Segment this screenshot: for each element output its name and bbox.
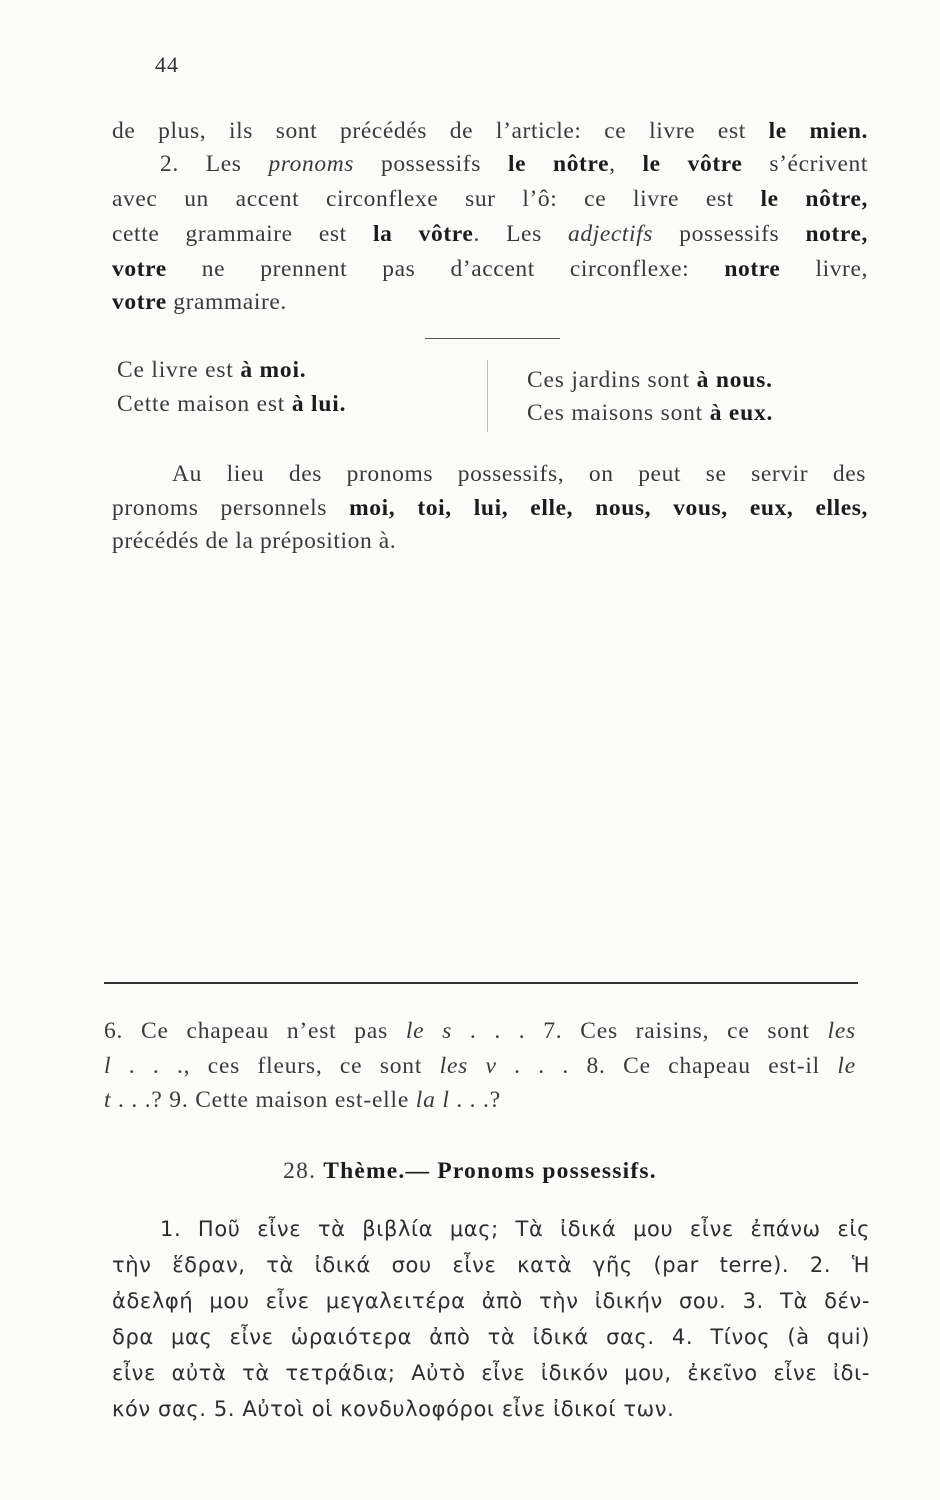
footnote-line1: 6. Ce chapeau n’est pas le s . . . 7. Ces raisins, ce sont les bbox=[104, 1018, 856, 1044]
example-left-1: Ce livre est à moi. bbox=[117, 357, 307, 383]
section-divider bbox=[425, 338, 560, 339]
example-right-2: Ces maisons sont à eux. bbox=[527, 400, 774, 426]
section-heading: 28. Thème.— Pronoms possessifs. bbox=[283, 1158, 657, 1184]
para2-line3: précédés de la préposition à. bbox=[112, 528, 397, 554]
footnote-line2: l . . ., ces fleurs, ce sont les v . . . 8. Ce chapeau est-il le bbox=[104, 1053, 856, 1079]
para1-line3: avec un accent circonflexe sur l’ô: ce livre est le nôtre, bbox=[112, 186, 868, 212]
greek-line2: τὴν ἕδραν, τὰ ἰδικά σου εἶνε κατὰ γῆς (par terre). 2. Ἡ bbox=[112, 1253, 870, 1277]
greek-line5: εἶνε αὐτὰ τὰ τετράδια; Αὐτὸ εἶνε ἰδικόν μου, ἐκεῖνο εἶνε ἰδι- bbox=[112, 1361, 870, 1385]
greek-line1: 1. Ποῦ εἶνε τὰ βιβλία μας; Τὰ ἰδικά μου εἶνε ἐπάνω εἰς bbox=[160, 1217, 870, 1241]
para1-line2: 2. Les pronoms possessifs le nôtre, le vôtre s’écrivent bbox=[160, 151, 869, 177]
greek-line3: ἀδελφή μου εἶνε μεγαλειτέρα ἀπὸ τὴν ἰδικήν σου. 3. Τὰ δέν- bbox=[112, 1289, 870, 1313]
greek-line4: δρα μας εἶνε ὡραιότερα ἀπὸ τὰ ἰδικά σας. 4. Τίνος (à qui) bbox=[112, 1325, 870, 1349]
para2-line2: pronoms personnels moi, toi, lui, elle, nous, vous, eux, elles, bbox=[112, 495, 868, 521]
para1-line5: votre ne prennent pas d’accent circonflexe: notre livre, bbox=[112, 256, 868, 282]
example-column-separator bbox=[487, 360, 488, 432]
greek-line6: κόν σας. 5. Αὐτοὶ οἱ κονδυλοφόροι εἶνε ἰδικοί των. bbox=[112, 1397, 675, 1421]
footnote-line3: t . . .? 9. Cette maison est-elle la l . . .? bbox=[104, 1087, 501, 1113]
para2-line1: Au lieu des pronoms possessifs, on peut se servir des bbox=[172, 461, 866, 487]
example-right-1: Ces jardins sont à nous. bbox=[527, 367, 773, 393]
para1-line1: de plus, ils sont précédés de l’article: ce livre est le mien. bbox=[112, 118, 868, 144]
example-left-2: Cette maison est à lui. bbox=[117, 391, 347, 417]
para1-line6: votre grammaire. bbox=[112, 289, 287, 315]
footnote-rule bbox=[104, 982, 858, 984]
para1-line4: cette grammaire est la vôtre. Les adjectifs possessifs notre, bbox=[112, 221, 869, 247]
page-number: 44 bbox=[155, 52, 179, 77]
